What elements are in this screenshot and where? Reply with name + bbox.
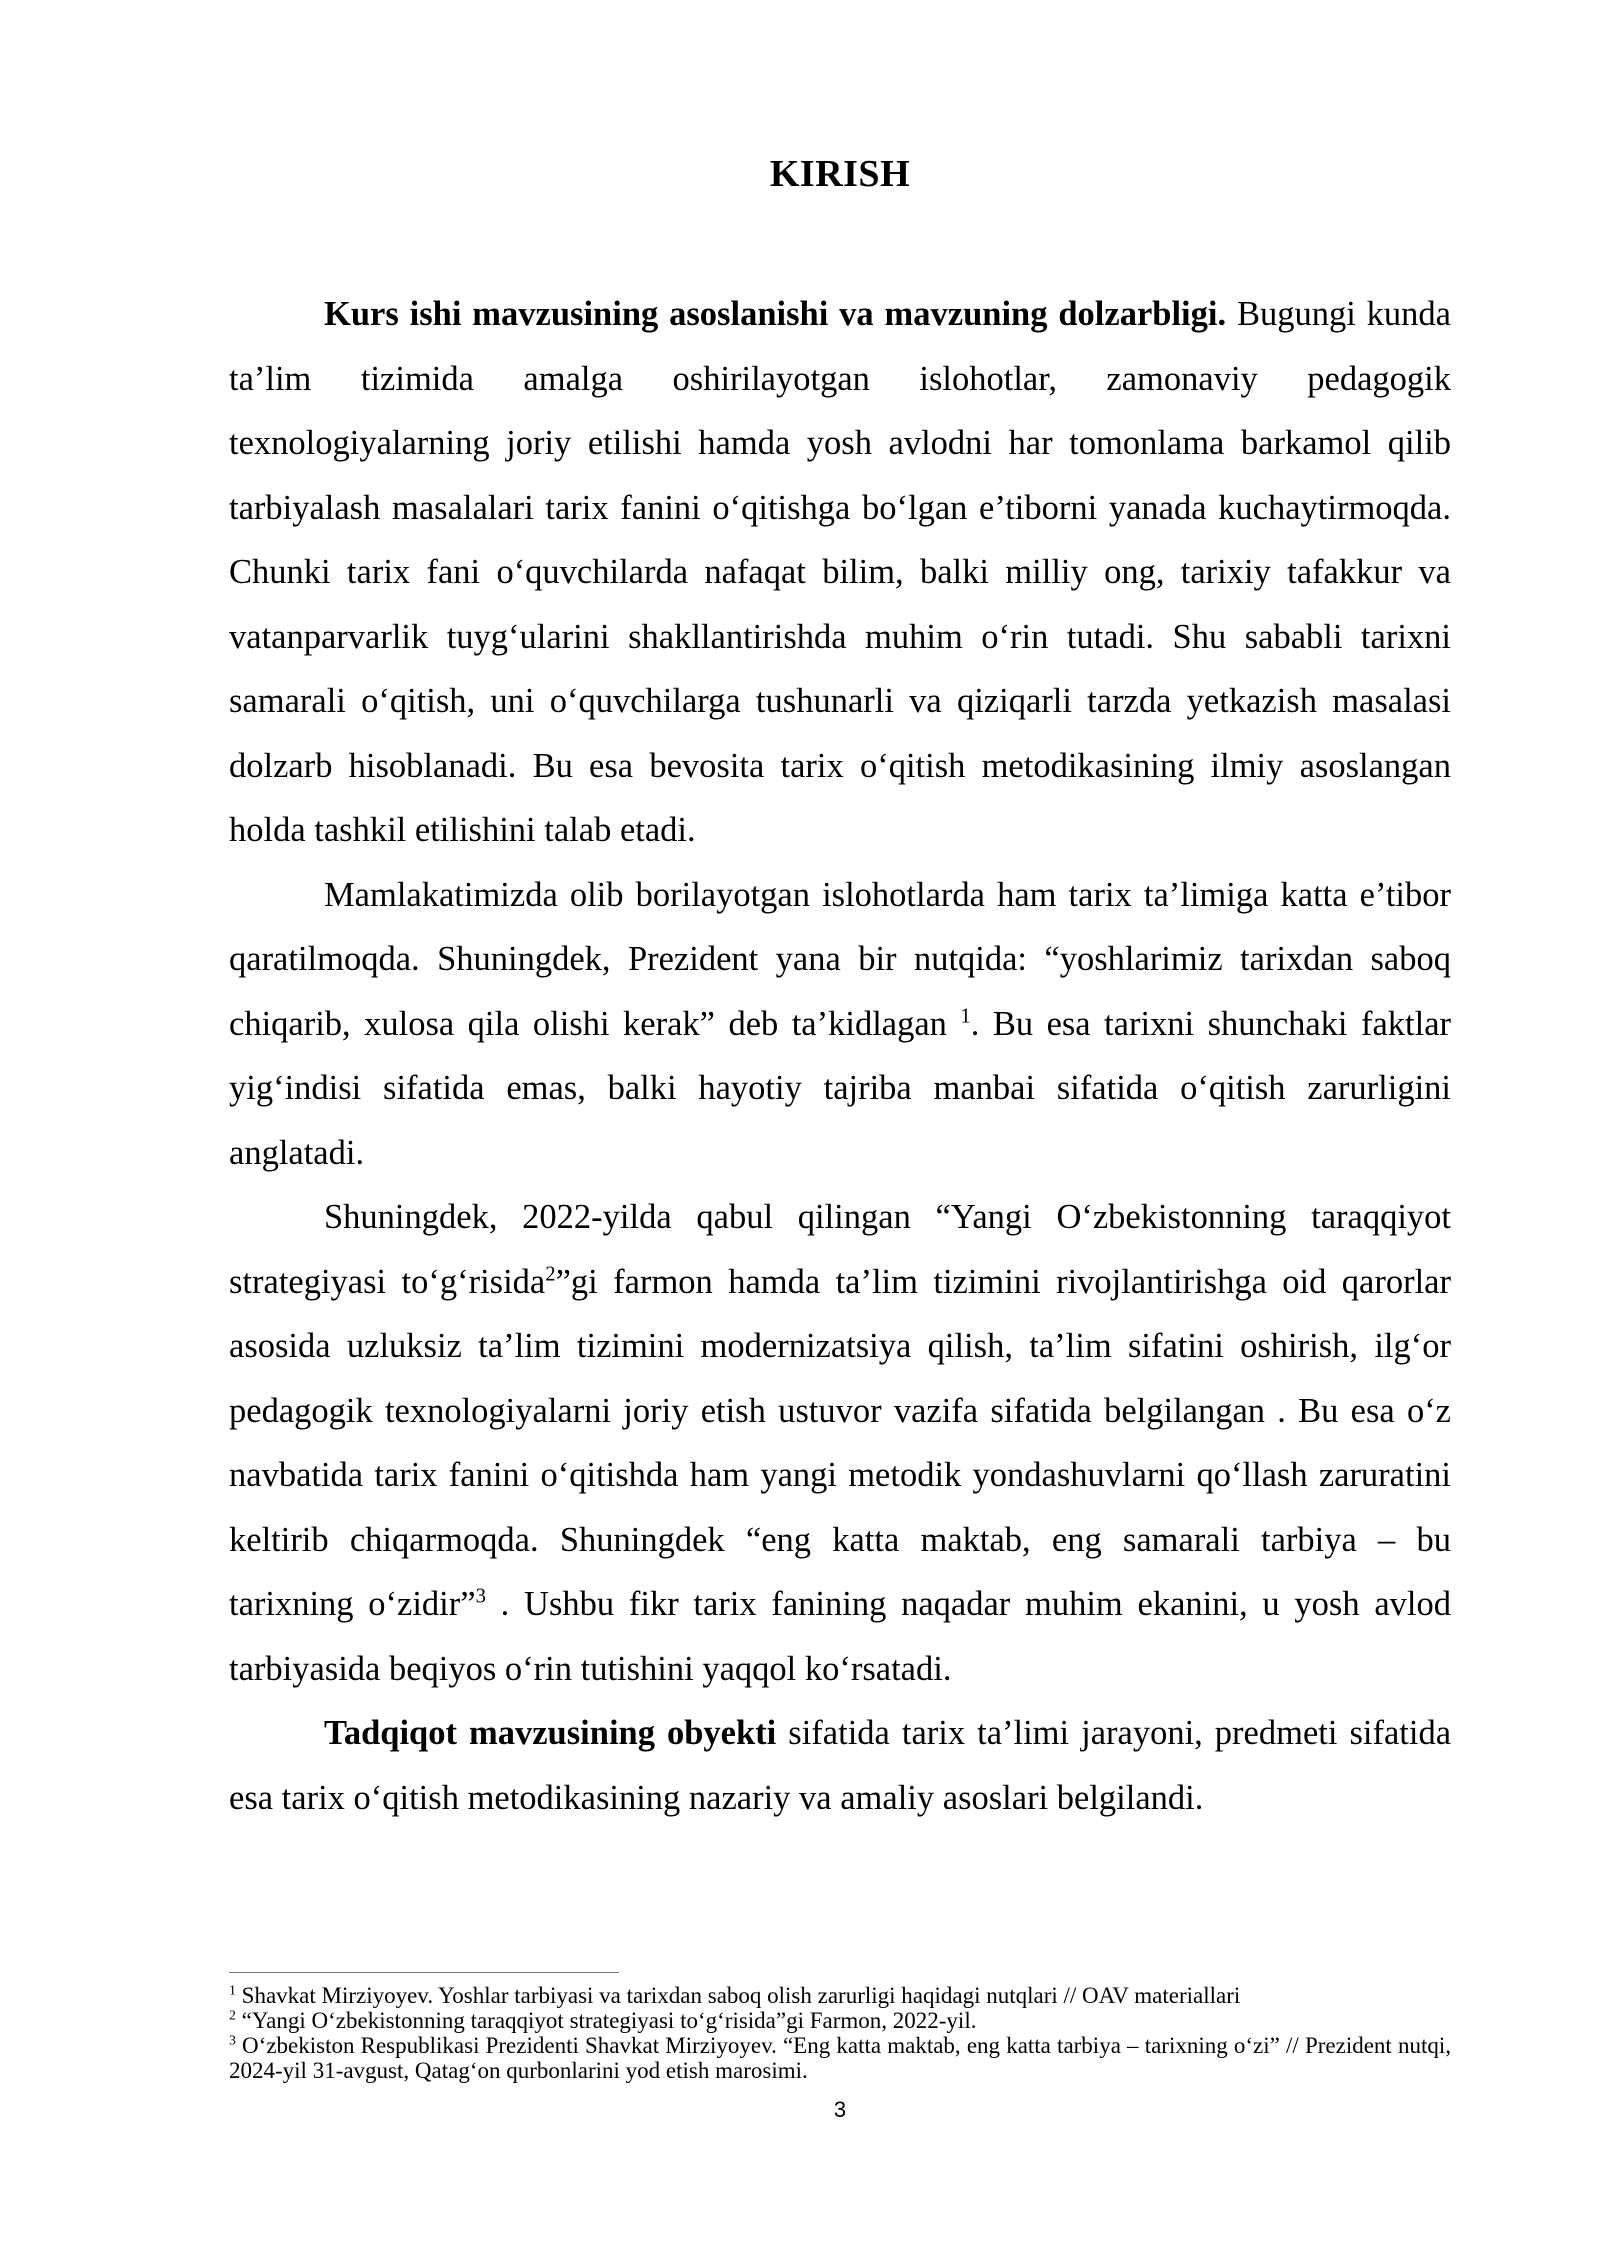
paragraph-lead: Kurs ishi mavzusining asoslanishi va mavzuning dolzarbligi. [324, 295, 1227, 333]
footnote-text: Shavkat Mirziyoyev. Yoshlar tarbiyasi va tarixdan saboq olish zarurligi haqidagi nutqlari // OAV materiallari [235, 1983, 1241, 2008]
footnote-reference-3: 3 [475, 1585, 486, 1608]
paragraph-text: Bugungi kunda ta’lim tizimida amalga oshirilayotgan islohotlar, zamonaviy pedagogik texnologiyalarning joriy etilishi hamda yosh avlodni har tomonlama barkamol qilib tarbiyalash masalalari tarix fanini o‘qitishga bo‘lgan e’tiborni yanada kuchaytirmoqda. Chunki tarix fani o‘quvchilarda nafaqat bilim, balki milliy ong, tarixiy tafakkur va vatanparvarlik tuyg‘ularini shakllantirishda muhim o‘rin tutadi. Shu sababli tarixni samarali o‘qitish, uni o‘quvchilarga tushunarli va qiziqarli tarzda yetkazish masalasi dolzarb hisoblanadi. Bu esa bevosita tarix o‘qitish metodikasining ilmiy asoslangan holda tashkil etilishini talab etadi. [229, 295, 1451, 849]
main-text [229, 282, 1451, 1830]
footnote-number: 2 [229, 2007, 236, 2023]
footnote-text: “Yangi O‘zbekistonning taraqqiyot strategiyasi to‘g‘risida”gi Farmon, 2022-yil. [235, 2008, 977, 2033]
paragraph-text: Shuningdek, 2022-yilda qabul qilingan “Yangi O‘zbekistonning taraqqiyot strategiyasi to‘g‘risida [229, 1198, 1451, 1301]
paragraph-text: sifatida tarix ta’limi jarayoni, predmeti sifatida esa tarix o‘qitish metodikasining nazariy va amaliy asoslari belgilandi. [229, 1714, 1452, 1817]
paragraph-reforms [229, 863, 1451, 1186]
page-number: 3 [833, 2097, 847, 2122]
footnote-text: O‘zbekiston Respublikasi Prezidenti Shavkat Mirziyoyev. “Eng katta maktab, eng katta tarbiya – tarixning o‘zi” // Prezident nutqi, 2024-yil 31-avgust, Qatag‘on qurbonlarini yod etish marosimi. [229, 2033, 1451, 2083]
footnote-separator [229, 1972, 619, 1973]
paragraph-text: . Bu esa tarixni shunchaki faktlar yig‘indisi sifatida emas, balki hayotiy tajriba manbai sifatida o‘qitish zarurligini anglatadi. [229, 1004, 1452, 1172]
footnote-number: 1 [229, 1982, 236, 1998]
paragraph-text: . Ushbu fikr tarix fanining naqadar muhim ekanini, u yosh avlod tarbiyasida beqiyos o‘rin tutishini yaqqol ko‘rsatadi. [229, 1585, 1451, 1688]
footnote-1 [229, 1983, 1451, 2008]
page-title: KIRISH [769, 153, 911, 195]
paragraph-strategy [229, 1185, 1451, 1701]
paragraph-research-object [229, 1701, 1451, 1830]
paragraph-text: Mamlakatimizda olib borilayotgan islohotlarda ham tarix ta’limiga katta e’tibor qaratilmoqda. Shuningdek, Prezident yana bir nutqida: “yoshlarimiz tarixdan saboq chiqarib, xulosa qila olishi kerak” deb ta’kidlagan [229, 875, 1451, 1043]
footnote-reference-2: 2 [545, 1263, 556, 1285]
paragraph-relevance [229, 282, 1451, 863]
paragraph-text: ”gi farmon hamda ta’lim tizimini rivojlantirishga oid qarorlar asosida uzluksiz ta’lim tizimini modernizatsiya qilish, ta’lim sifatini oshirish, ilg‘or pedagogik texnologiyalarni joriy etish ustuvor vazifa sifatida belgilangan . Bu esa o‘z navbatida tarix fanini o‘qitishda ham yangi metodik yondashuvlarni qo‘llash zaruratini keltirib chiqarmoqda. Shuningdek “eng katta maktab, eng samarali tarbiya – bu tarixning o‘zidir” [229, 1262, 1451, 1623]
footnotes [229, 1983, 1451, 2083]
footnote-3 [229, 2033, 1451, 2083]
footnote-2 [229, 2008, 1451, 2033]
footnote-reference-1: 1 [960, 1005, 971, 1027]
paragraph-lead: Tadqiqot mavzusining obyekti [324, 1714, 777, 1752]
footnote-number: 3 [229, 2032, 236, 2048]
